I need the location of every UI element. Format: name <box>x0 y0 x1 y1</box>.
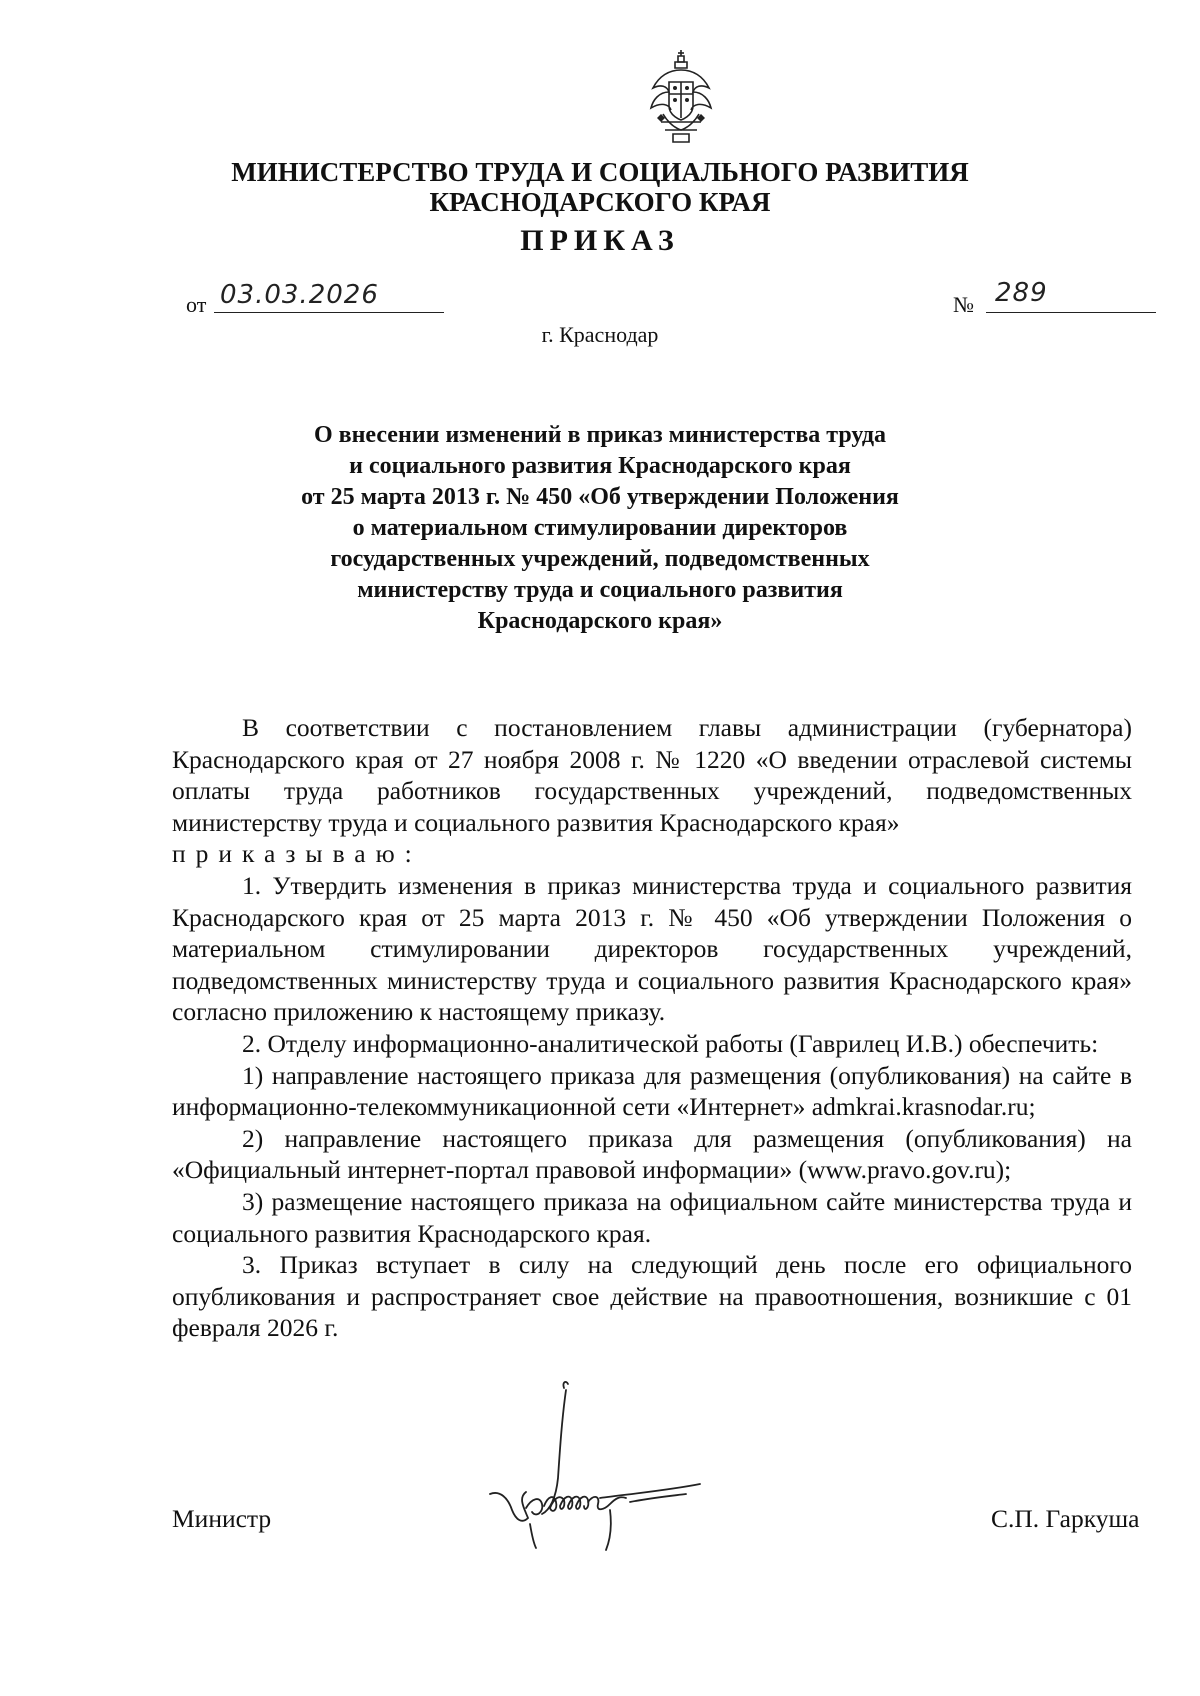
city: г. Краснодар <box>541 322 659 347</box>
date-prefix: от <box>186 292 207 317</box>
item-2-paragraph: 2. Отделу информационно-аналитической работы (Гаврилец И.В.) обеспечить: <box>242 1028 1099 1058</box>
signatory-position: Министр <box>172 1504 272 1533</box>
order-word: приказываю: <box>172 839 422 869</box>
signatory-name: С.П. Гаркуша <box>991 1504 1140 1533</box>
subject-line: министерству труда и социального развития <box>357 577 843 603</box>
handwritten-date: 03.03.2026 <box>220 280 379 310</box>
handwritten-number: 289 <box>995 278 1048 308</box>
ministry-name-line-2: КРАСНОДАРСКОГО КРАЯ <box>429 187 771 217</box>
item-2-1-paragraph: 1) направление настоящего приказа для размещения (опубликования) на сайте в информационно-телекоммуникационной сети «Интернет» admkrai.krasnodar.ru; <box>172 1060 1132 1122</box>
item-2-3-paragraph: 3) размещение настоящего приказа на официальном сайте министерства труда и социального развития Краснодарского края. <box>172 1186 1132 1248</box>
item-1-paragraph: 1. Утвердить изменения в приказ министерства труда и социального развития Краснодарского края от 25 марта 2013 г. № 450 «Об утверждении Положения о материальном стимулировании директоров государственных учреждений, подведомственных министерству труда и социального развития Краснодарского края» согласно приложению к настоящему приказу. <box>172 870 1132 1027</box>
document-body <box>172 712 1132 1344</box>
document-subject <box>200 420 1000 637</box>
date-underline <box>214 312 444 313</box>
number-prefix: № <box>953 292 974 317</box>
preamble-paragraph: В соответствии с постановлением главы администрации (губернатора) Краснодарского края от 27 ноября 2008 г. № 1220 «О введении отраслевой системы оплаты труда работников государственных учреждений, подведомственных министерству труда и социального развития Краснодарского края» <box>172 713 1132 837</box>
subject-line: О внесении изменений в приказ министерства труда <box>313 422 887 448</box>
subject-line: и социального развития Краснодарского края <box>349 453 851 479</box>
number-underline <box>986 312 1156 313</box>
subject-line: о материальном стимулировании директоров <box>352 515 848 541</box>
coat-of-arms-emblem <box>639 48 723 148</box>
item-2-2-paragraph: 2) направление настоящего приказа для размещения (опубликования) на «Официальный интернет-портал правовой информации» (www.pravo.gov.ru); <box>172 1123 1132 1185</box>
subject-line: от 25 марта 2013 г. № 450 «Об утверждении Положения <box>301 484 899 510</box>
subject-line: Краснодарского края» <box>477 608 723 634</box>
handwritten-signature <box>470 1378 740 1578</box>
item-3-paragraph: 3. Приказ вступает в силу на следующий день после его официального опубликования и распространяет свое действие на правоотношения, возникшие с 01 февраля 2026 г. <box>172 1250 1132 1343</box>
document-type-title: ПРИКАЗ <box>520 224 680 257</box>
ministry-name-line-1: МИНИСТЕРСТВО ТРУДА И СОЦИАЛЬНОГО РАЗВИТИЯ <box>231 157 969 187</box>
subject-line: государственных учреждений, подведомственных <box>330 546 870 572</box>
